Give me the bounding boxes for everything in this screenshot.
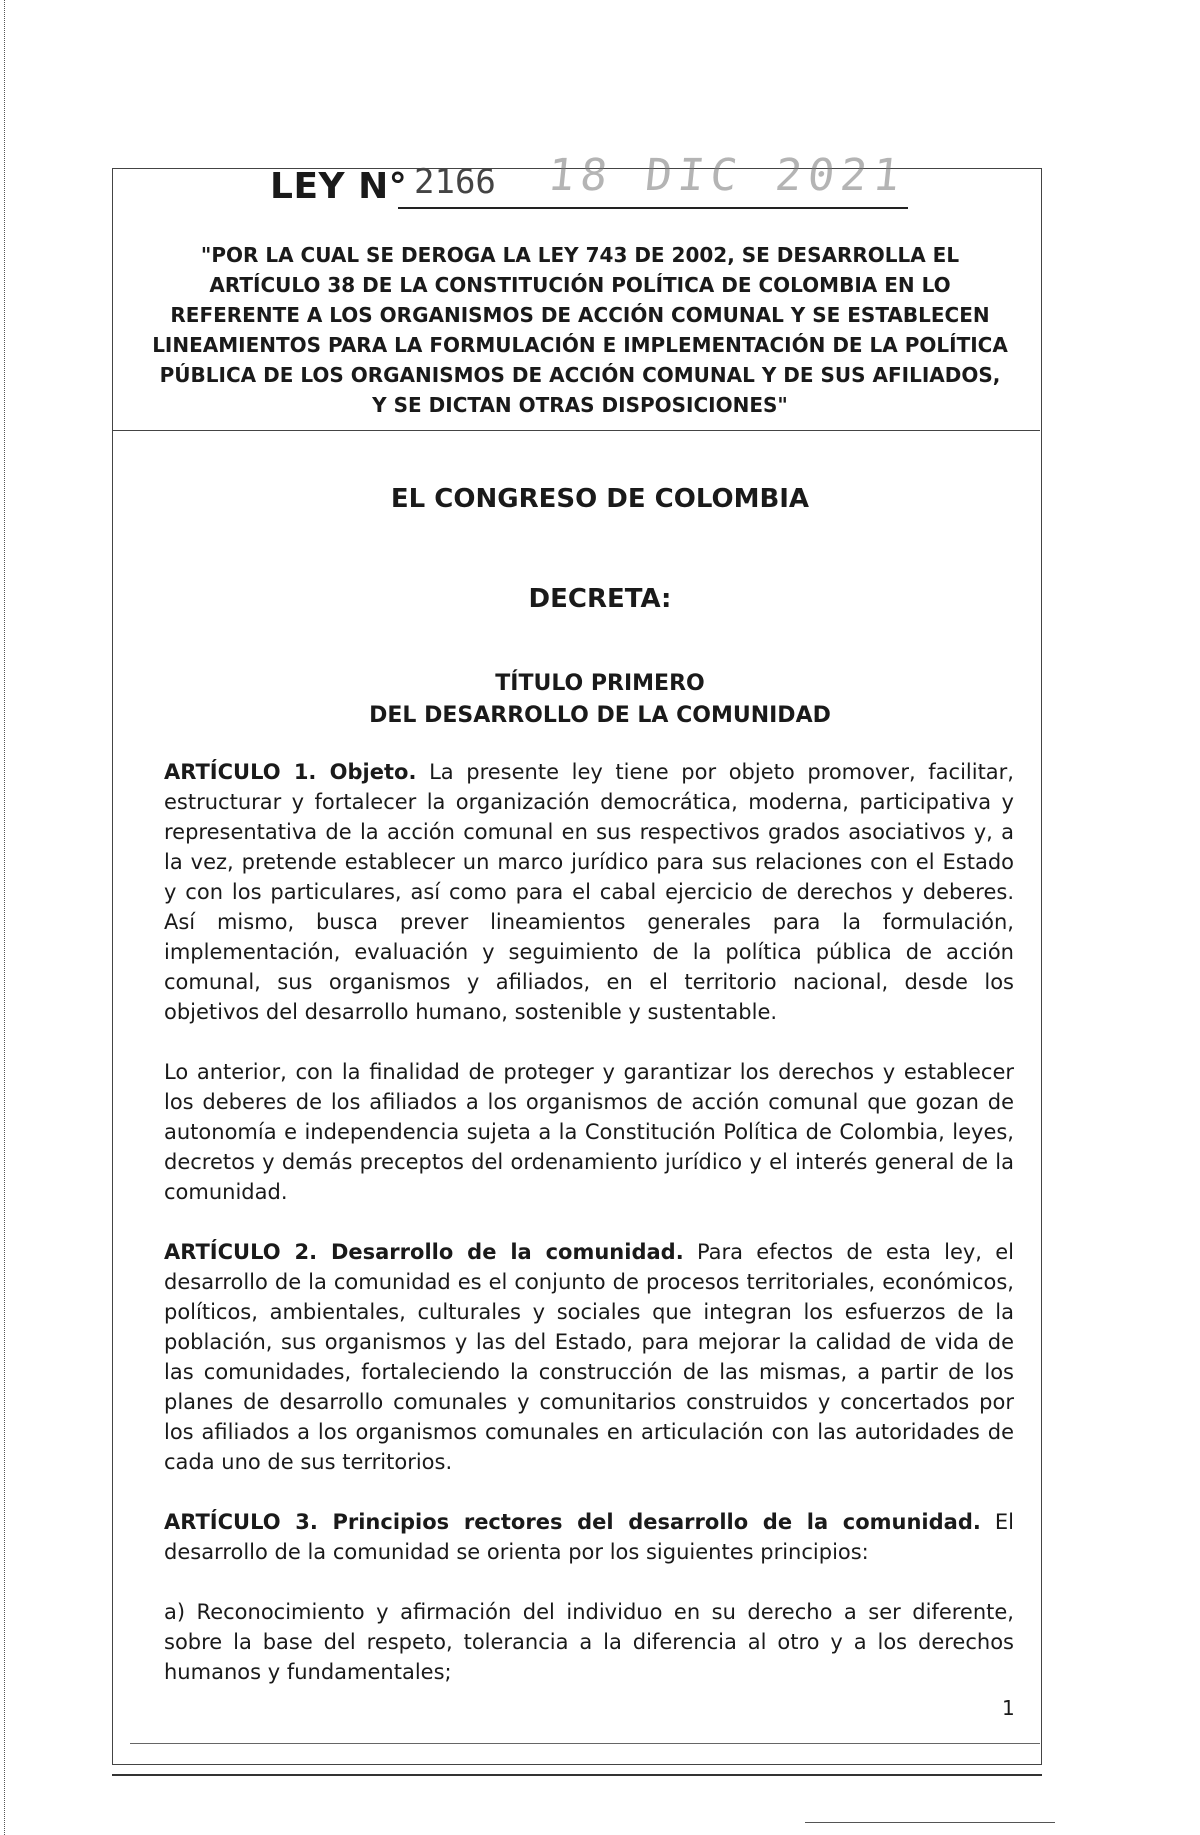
bottom-rule	[805, 1822, 1055, 1823]
article-3-heading: ARTÍCULO 3. Principios rectores del desarrollo de la comunidad.	[164, 1510, 981, 1534]
page-number: 1	[1002, 1696, 1015, 1720]
ley-label: LEY N°	[270, 166, 408, 207]
ley-number: 2166	[414, 162, 496, 202]
footer-divider	[130, 1743, 1040, 1744]
article-1-paragraph-2: Lo anterior, con la finalidad de proteger y garantizar los derechos y establecer los deberes de los afiliados a los organismos de acción comunal que gozan de autonomía e independencia sujeta a la Constitución Política de Colombia, leyes, decretos y demás preceptos del ordenamiento jurídico y el interés general de la comunidad.	[164, 1060, 1014, 1204]
title-number: TÍTULO PRIMERO	[495, 671, 705, 696]
date-stamp: 18 DIC 2021	[545, 150, 909, 201]
ley-number-underline	[398, 207, 908, 209]
article-2-heading: ARTÍCULO 2. Desarrollo de la comunidad.	[164, 1240, 684, 1264]
congress-heading: EL CONGRESO DE COLOMBIA	[390, 484, 810, 514]
article-1-heading: ARTÍCULO 1. Objeto.	[164, 760, 417, 784]
article-1-text: La presente ley tiene por objeto promover, facilitar, estructurar y fortalecer la organización democrática, moderna, participativa y representativa de la acción comunal en sus respectivos grados asociativos y, a la vez, pretende establecer un marco jurídico para sus relaciones con el Estado y con los particulares, así como para el cabal ejercicio de derechos y deberes. Así mismo, busca prever lineamientos generales para la formulación, implementación, evaluación y seguimiento de la política pública de acción comunal, sus organismos y afiliados, en el territorio nacional, desde los objetivos del desarrollo humano, sostenible y sustentable.	[164, 760, 1014, 1024]
decreta-heading: DECRETA:	[528, 584, 672, 614]
title-section-heading	[0, 668, 1200, 732]
page-edge-rule	[4, 0, 5, 1835]
article-3	[164, 1507, 1014, 1567]
article-1	[164, 757, 1014, 1027]
article-2	[164, 1237, 1014, 1477]
article-2-text: Para efectos de esta ley, el desarrollo de la comunidad es el conjunto de procesos territoriales, económicos, políticos, ambientales, culturales y sociales que integran los esfuerzos de la población, sus organismos y las del Estado, para mejorar la calidad de vida de las comunidades, fortaleciendo la construcción de las mismas, a partir de los planes de desarrollo comunales y comunitarios construidos y concertados por los afiliados a los organismos comunales en articulación con las autoridades de cada uno de sus territorios.	[164, 1240, 1014, 1474]
article-3-item-a: a) Reconocimiento y afirmación del individuo en su derecho a ser diferente, sobre la base del respeto, tolerancia a la diferencia al otro y a los derechos humanos y fundamentales;	[164, 1600, 1014, 1684]
article-3-text: El desarrollo de la comunidad se orienta por los siguientes principios:	[164, 1510, 1014, 1564]
law-title: "POR LA CUAL SE DEROGA LA LEY 743 DE 2002, SE DESARROLLA EL ARTÍCULO 38 DE LA CONSTITUCIÓN POLÍTICA DE COLOMBIA EN LO REFERENTE A LOS ORGANISMOS DE ACCIÓN COMUNAL Y SE ESTABLECEN LINEAMIENTOS PARA LA FORMULACIÓN E IMPLEMENTACIÓN DE LA POLÍTICA PÚBLICA DE LOS ORGANISMOS DE ACCIÓN COMUNAL Y DE SUS AFILIADOS, Y SE DICTAN OTRAS DISPOSICIONES"	[152, 243, 1008, 417]
document-body	[164, 757, 1014, 1717]
frame-bottom-line	[112, 1774, 1042, 1776]
header-divider	[112, 430, 1040, 431]
title-name: DEL DESARROLLO DE LA COMUNIDAD	[369, 703, 831, 728]
